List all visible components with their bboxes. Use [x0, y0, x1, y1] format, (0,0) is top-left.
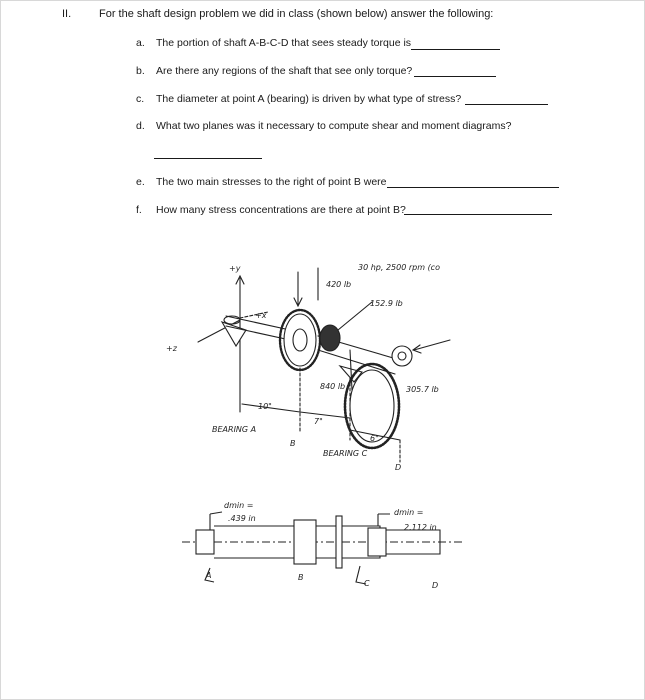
shaft-collar: [336, 516, 342, 568]
question-text: The portion of shaft A-B-C-D that sees steady torque is: [156, 37, 412, 49]
shaft-label-c: C: [364, 579, 370, 588]
axis-y-label: +y: [229, 264, 241, 273]
question-letter: c.: [136, 93, 145, 105]
question-letter: e.: [136, 176, 145, 188]
force-d-label: 305.7 lb: [406, 385, 439, 394]
question-letter: d.: [136, 120, 145, 132]
power-label: 30 hp, 2500 rpm (co: [358, 263, 440, 272]
question-letter: b.: [136, 65, 145, 77]
axis-x-label: +x: [255, 311, 267, 320]
force-b2-label: 152.9 lb: [370, 299, 403, 308]
shaft-label-b: B: [298, 573, 304, 582]
question-letter: a.: [136, 37, 145, 49]
question-text: The diameter at point A (bearing) is driven by what type of stress?: [156, 93, 462, 105]
dmin-left-leader: [210, 512, 222, 530]
dmin-right-label: dmin =: [394, 508, 424, 517]
question-text: How many stress concentrations are there at point B?: [156, 204, 406, 216]
dmin-left-value: .439 in: [228, 514, 256, 523]
dmin-right-value: 2.112 in: [404, 523, 437, 532]
question-text: What two planes was it necessary to compute shear and moment diagrams?: [156, 120, 512, 132]
dmin-right-leader: [378, 514, 390, 526]
shaft-label-d: D: [432, 581, 439, 590]
section-intro: For the shaft design problem we did in class (shown below) answer the following:: [99, 8, 494, 20]
force-c-label: 840 lb: [320, 382, 346, 391]
axis-z-label: +z: [166, 344, 177, 353]
question-text: The two main stresses to the right of point B were: [156, 176, 387, 188]
force-b-label: 420 lb: [326, 280, 352, 289]
bearing-c-label: BEARING C: [323, 449, 368, 458]
point-b-label: B: [290, 439, 296, 448]
section-numeral: II.: [62, 8, 72, 20]
shaft-step-a: [196, 530, 214, 554]
bearing-a-label: BEARING A: [212, 425, 257, 434]
question-text: Are there any regions of the shaft that see only torque?: [156, 65, 413, 77]
dmin-left-label: dmin =: [224, 501, 254, 510]
shaft-hub-b: [294, 520, 316, 564]
shaft-label-a: A: [206, 571, 212, 580]
question-letter: f.: [136, 204, 142, 216]
point-d-label: D: [395, 463, 402, 472]
dim-10-label: 10": [258, 402, 272, 411]
dim-6-label: 6": [370, 434, 379, 443]
shaft-step-c: [368, 528, 386, 556]
dim-7-label: 7": [314, 417, 323, 426]
